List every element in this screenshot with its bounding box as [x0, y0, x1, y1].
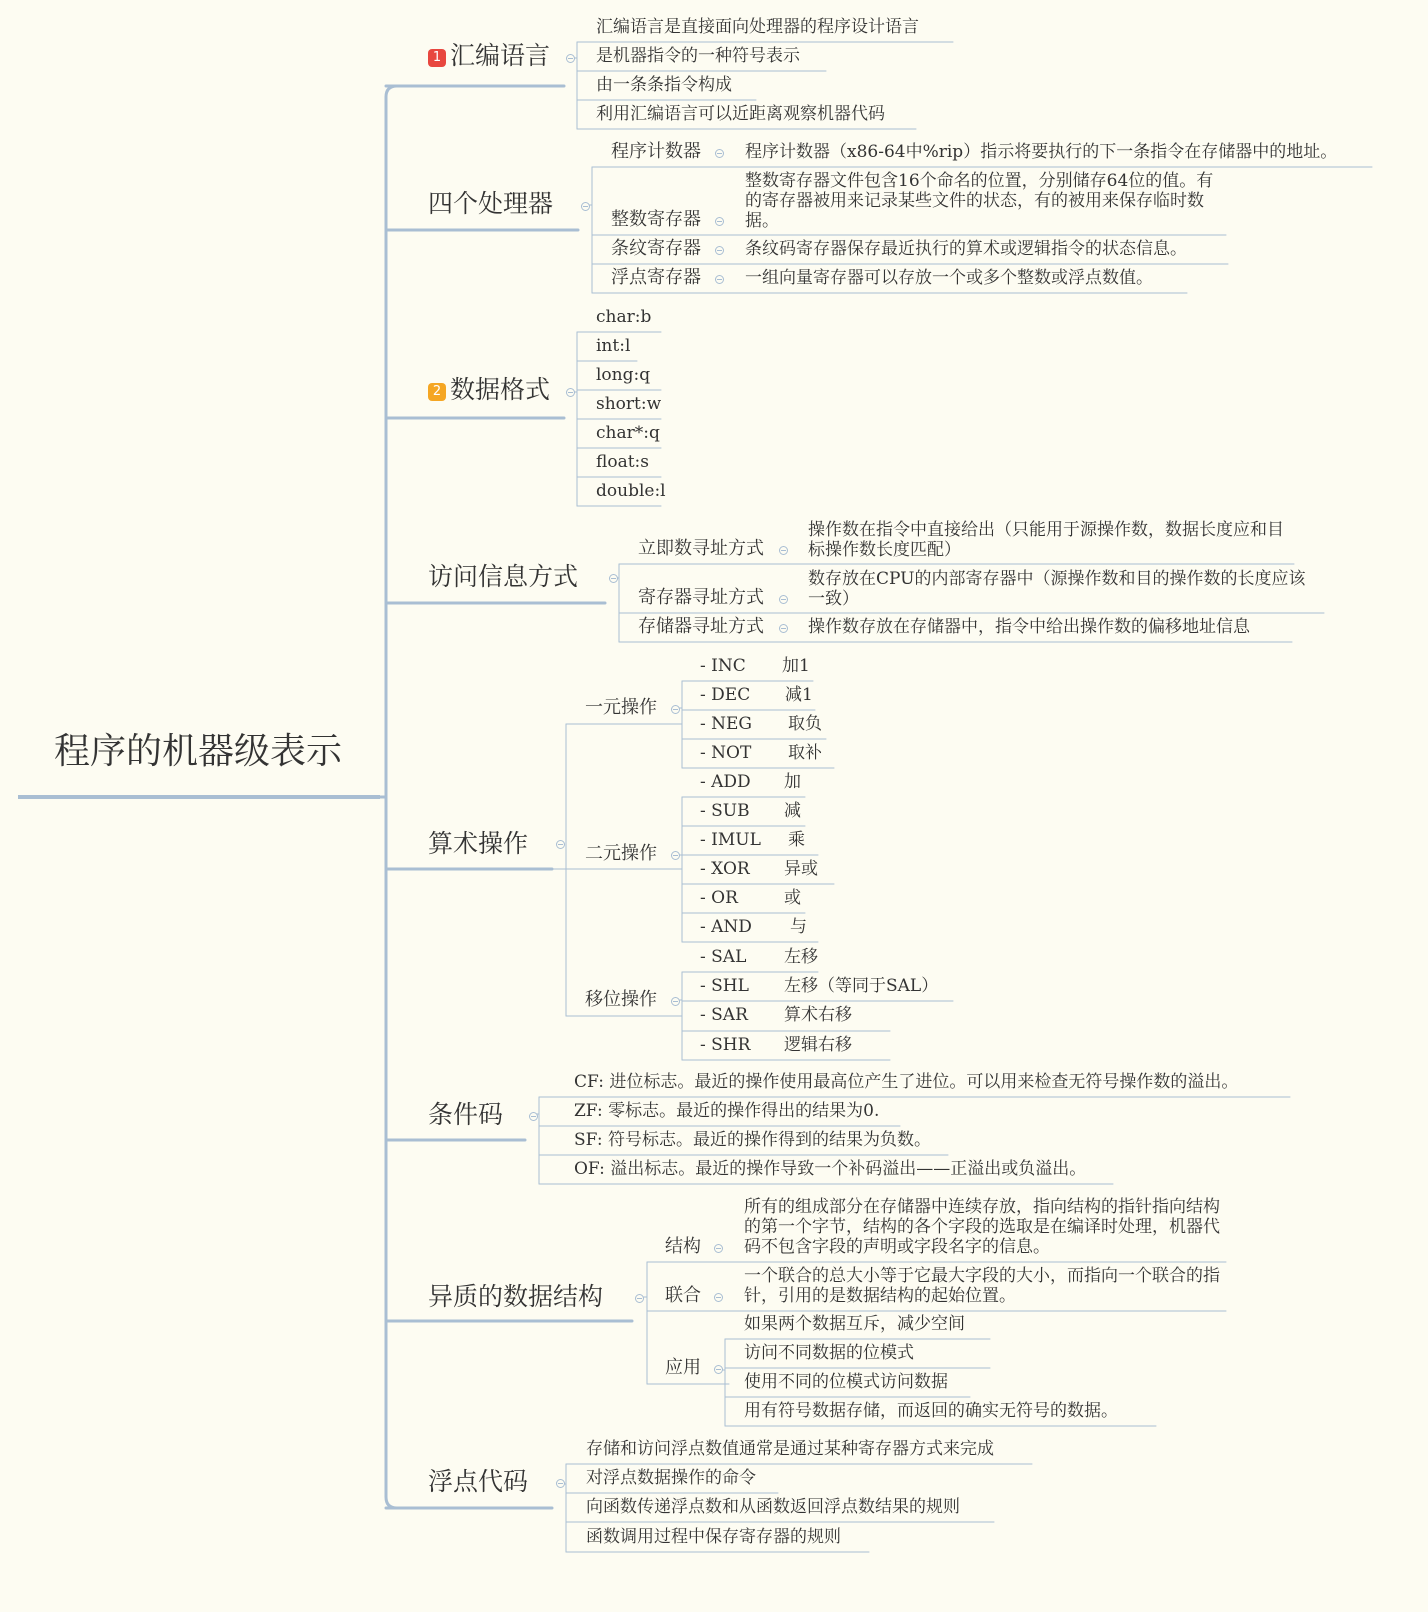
collapse-icon[interactable] — [714, 1244, 723, 1253]
op-name[interactable]: - OR — [700, 888, 738, 908]
topic-label: 汇编语言 — [450, 41, 551, 70]
op-name[interactable]: - SHL — [700, 976, 749, 996]
priority-1-badge: 1 — [428, 49, 446, 67]
op-name[interactable]: - SAR — [700, 1005, 748, 1025]
topic-condition-codes[interactable]: 条件码 — [428, 1100, 504, 1129]
sub-topic[interactable]: 立即数寻址方式 — [638, 538, 764, 559]
leaf-item[interactable]: char:b — [596, 307, 652, 327]
leaf-item[interactable]: 操作数存放在存储器中，指令中给出操作数的偏移地址信息 — [808, 617, 1250, 637]
op-desc: 左移 — [784, 947, 818, 967]
collapse-icon[interactable] — [714, 1293, 723, 1302]
op-desc: 异或 — [784, 859, 818, 879]
op-name[interactable]: - INC — [700, 656, 746, 676]
op-desc: 算术右移 — [784, 1005, 852, 1025]
op-name[interactable]: - ADD — [700, 772, 751, 792]
collapse-icon[interactable] — [581, 202, 590, 211]
leaf-item[interactable]: 操作数在指令中直接给出（只能用于源操作数，数据长度应和目标操作数长度匹配） — [808, 520, 1284, 560]
leaf-item[interactable]: SF: 符号标志。最近的操作得到的结果为负数。 — [574, 1130, 931, 1150]
op-name[interactable]: - NOT — [700, 743, 752, 763]
op-desc: 减 — [784, 801, 801, 821]
sub-topic[interactable]: 结构 — [665, 1236, 701, 1257]
leaf-item[interactable]: char*:q — [596, 423, 660, 443]
sub-topic[interactable]: 整数寄存器 — [611, 209, 701, 230]
sub-topic[interactable]: 存储器寻址方式 — [638, 616, 764, 637]
leaf-item[interactable]: 函数调用过程中保存寄存器的规则 — [586, 1527, 841, 1547]
op-name[interactable]: - XOR — [700, 859, 750, 879]
sub-topic[interactable]: 程序计数器 — [611, 141, 701, 162]
leaf-item[interactable]: 程序计数器（x86-64中%rip）指示将要执行的下一条指令在存储器中的地址。 — [745, 142, 1338, 162]
leaf-item[interactable]: 整数寄存器文件包含16个命名的位置，分别储存64位的值。有的寄存器被用来记录某些文件的状态，有的被用来保存临时数据。 — [745, 171, 1214, 231]
op-desc: 加 — [784, 772, 801, 792]
topic-arithmetic[interactable]: 算术操作 — [428, 829, 529, 858]
op-desc: 乘 — [788, 830, 805, 850]
topic-assembly-language[interactable] — [428, 40, 550, 72]
leaf-item[interactable]: 访问不同数据的位模式 — [744, 1343, 914, 1363]
leaf-item[interactable]: 数存放在CPU的内部寄存器中（源操作数和目的操作数的长度应该一致） — [808, 569, 1306, 609]
collapse-icon[interactable] — [556, 1479, 565, 1488]
op-name[interactable]: - SAL — [700, 947, 747, 967]
leaf-item[interactable]: 条纹码寄存器保存最近执行的算术或逻辑指令的状态信息。 — [745, 239, 1187, 259]
sub-topic[interactable]: 寄存器寻址方式 — [638, 587, 764, 608]
collapse-icon[interactable] — [566, 388, 575, 397]
sub-topic[interactable]: 应用 — [665, 1357, 701, 1378]
op-desc: 加1 — [782, 656, 810, 676]
op-name[interactable]: - SUB — [700, 801, 750, 821]
leaf-item[interactable]: short:w — [596, 394, 662, 414]
collapse-icon[interactable] — [715, 246, 724, 255]
op-desc: 取补 — [788, 743, 822, 763]
sub-topic[interactable]: 一元操作 — [585, 697, 657, 718]
leaf-item[interactable]: double:l — [596, 481, 666, 501]
sub-topic[interactable]: 联合 — [665, 1285, 701, 1306]
sub-topic[interactable]: 二元操作 — [585, 843, 657, 864]
leaf-item[interactable]: int:l — [596, 336, 631, 356]
leaf-item[interactable]: CF: 进位标志。最近的操作使用最高位产生了进位。可以用来检查无符号操作数的溢出。 — [574, 1072, 1239, 1092]
leaf-item[interactable]: ZF: 零标志。最近的操作得出的结果为0. — [574, 1101, 880, 1121]
op-desc: 取负 — [788, 714, 822, 734]
op-name[interactable]: - SHR — [700, 1035, 751, 1055]
topic-floating-point[interactable]: 浮点代码 — [428, 1467, 529, 1496]
collapse-icon[interactable] — [715, 275, 724, 284]
collapse-icon[interactable] — [779, 624, 788, 633]
sub-topic[interactable]: 条纹寄存器 — [611, 238, 701, 259]
collapse-icon[interactable] — [609, 574, 618, 583]
op-desc: 逻辑右移 — [784, 1035, 852, 1055]
collapse-icon[interactable] — [715, 149, 724, 158]
collapse-icon[interactable] — [671, 705, 680, 714]
priority-2-badge: 2 — [428, 383, 446, 401]
collapse-icon[interactable] — [635, 1294, 644, 1303]
leaf-item[interactable]: 向函数传递浮点数和从函数返回浮点数结果的规则 — [586, 1497, 960, 1517]
op-name[interactable]: - DEC — [700, 685, 751, 705]
trunk-line — [386, 86, 397, 1508]
op-name[interactable]: - NEG — [700, 714, 753, 734]
root-topic[interactable]: 程序的机器级表示 — [54, 731, 343, 772]
leaf-item[interactable]: 利用汇编语言可以近距离观察机器代码 — [596, 104, 885, 124]
collapse-icon[interactable] — [566, 54, 575, 63]
leaf-item[interactable]: 如果两个数据互斥，减少空间 — [744, 1314, 965, 1334]
collapse-icon[interactable] — [671, 997, 680, 1006]
topic-four-registers[interactable]: 四个处理器 — [428, 189, 554, 218]
leaf-item[interactable]: 一组向量寄存器可以存放一个或多个整数或浮点数值。 — [745, 268, 1153, 288]
leaf-item[interactable]: 由一条条指令构成 — [596, 75, 732, 95]
leaf-item[interactable]: 所有的组成部分在存储器中连续存放，指向结构的指针指向结构的第一个字节，结构的各个字段的选取是在编译时处理，机器代码不包含字段的声明或字段名字的信息。 — [744, 1197, 1220, 1257]
leaf-item[interactable]: 是机器指令的一种符号表示 — [596, 46, 800, 66]
op-desc: 减1 — [785, 685, 813, 705]
topic-heterogeneous-data[interactable]: 异质的数据结构 — [428, 1282, 604, 1311]
leaf-item[interactable]: 使用不同的位模式访问数据 — [744, 1372, 948, 1392]
leaf-item[interactable]: OF: 溢出标志。最近的操作导致一个补码溢出——正溢出或负溢出。 — [574, 1159, 1087, 1179]
leaf-item[interactable]: 用有符号数据存储，而返回的确实无符号的数据。 — [744, 1401, 1118, 1421]
collapse-icon[interactable] — [671, 851, 680, 860]
topic-label: 数据格式 — [450, 375, 551, 404]
topic-data-format[interactable] — [428, 374, 550, 406]
leaf-item[interactable]: 存储和访问浮点数值通常是通过某种寄存器方式来完成 — [586, 1439, 994, 1459]
op-desc: 或 — [784, 888, 801, 908]
leaf-item[interactable]: long:q — [596, 365, 651, 385]
op-name[interactable]: - IMUL — [700, 830, 761, 850]
sub-topic[interactable]: 浮点寄存器 — [611, 267, 701, 288]
leaf-item[interactable]: float:s — [596, 452, 649, 472]
collapse-icon[interactable] — [715, 217, 724, 226]
op-name[interactable]: - AND — [700, 917, 752, 937]
collapse-icon[interactable] — [779, 546, 788, 555]
collapse-icon[interactable] — [556, 840, 565, 849]
op-desc: 与 — [790, 917, 807, 937]
collapse-icon[interactable] — [714, 1365, 723, 1374]
collapse-icon[interactable] — [779, 595, 788, 604]
leaf-item[interactable]: 一个联合的总大小等于它最大字段的大小，而指向一个联合的指针，引用的是数据结构的起始位置。 — [744, 1266, 1220, 1306]
sub-topic[interactable]: 移位操作 — [585, 989, 657, 1010]
op-desc: 左移（等同于SAL） — [784, 976, 939, 996]
leaf-item[interactable]: 汇编语言是直接面向处理器的程序设计语言 — [596, 17, 919, 37]
collapse-icon[interactable] — [529, 1112, 538, 1121]
topic-access-modes[interactable]: 访问信息方式 — [428, 562, 579, 591]
root-underline — [18, 795, 380, 799]
leaf-item[interactable]: 对浮点数据操作的命令 — [586, 1468, 756, 1488]
